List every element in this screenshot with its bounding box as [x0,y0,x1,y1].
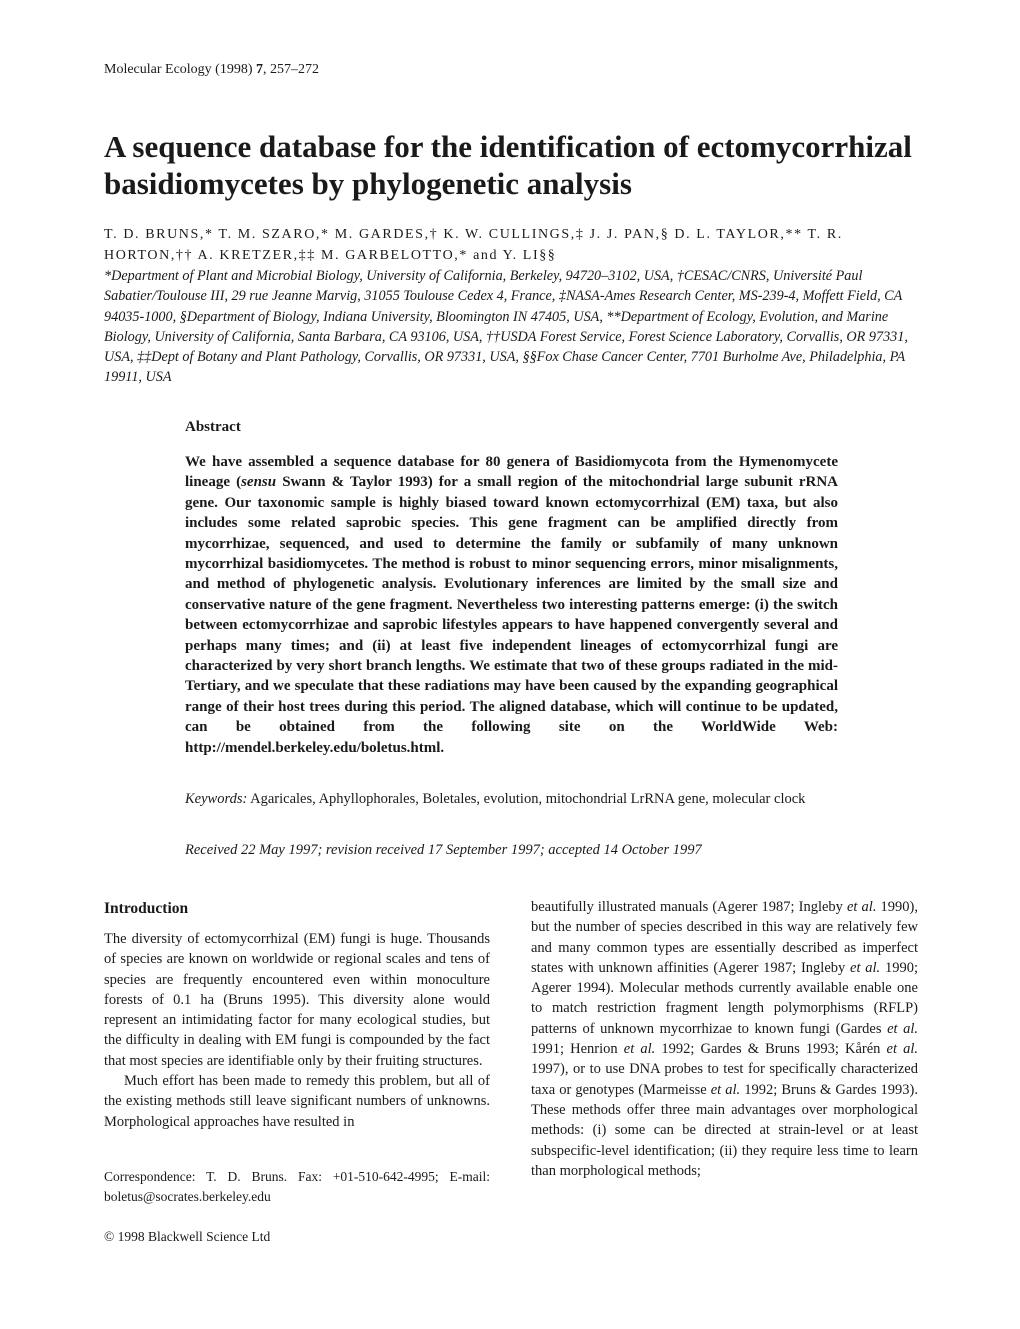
keywords-text: Agaricales, Aphyllophorales, Boletales, evolution, mitochondrial LrRNA gene, molecular clock [247,791,806,807]
journal-pages: , 257–272 [263,62,320,77]
intro-paragraph-1: The diversity of ectomycorrhizal (EM) fungi is huge. Thousands of species are known on worldwide or regional scales and tens of species are frequently encountered even within monoculture forests of 0.1 ha (Bruns 1995). This diversity alone would represent an intimidating factor for many ecological studies, but the difficulty in dealing with EM fungi is compounded by the fact that most species are identifiable only by their fruiting structures. [104,931,490,1069]
keywords [185,789,838,809]
received-dates: Received 22 May 1997; revision received 17 September 1997; accepted 14 October 1997 [185,842,702,858]
abstract-text: We have assembled a sequence database for 80 genera of Basidiomycota from the Hymenomycete lineage (sensu Swann & Taylor 1993) for a small region of the mitochondrial large subunit rRNA gene. Our taxonomic sample is highly biased toward known ectomycorrhizal (EM) taxa, but also includes some related saprobic species. This gene fragment can be amplified directly from mycorrhizae, sequenced, and used to determine the family or subfamily of many unknown mycorrhizal basidiomycetes. The method is robust to minor sequencing errors, minor misalignments, and method of phylogenetic analysis. Evolutionary inferences are limited by the small size and conservative nature of the gene fragment. Nevertheless two interesting patterns emerge: (i) the switch between ectomycorrhizae and saprobic lifestyles appears to have happened convergently several and perhaps many times; and (ii) at least five independent lineages of ectomycorrhizal fungi are characterized by very short branch lengths. We estimate that two of these groups radiated in the mid-Tertiary, and we speculate that these radiations may have been caused by the expanding geographical range of their host trees during this period. The aligned database, which will continue to be updated, can be obtained from the following site on the WorldWide Web: http://mendel.berkeley.edu/boletus.html. [185,454,838,756]
article-title: A sequence database for the identification of ectomycorrhizal basidiomycetes by phylogenetic analysis [104,129,912,201]
copyright-notice: © 1998 Blackwell Science Ltd [104,1229,271,1244]
sensu-italic: sensu [241,474,277,491]
introduction-heading: Introduction [104,900,189,917]
correspondence-footnote: Correspondence: T. D. Bruns. Fax: +01-510-642-4995; E-mail: boletus@socrates.berkeley.edu [104,1169,490,1204]
intro-paragraph-2: Much effort has been made to remedy this problem, but all of the existing methods still leave significant numbers of unknowns. Morphological approaches have resulted in [104,1073,490,1130]
author-list: T. D. BRUNS,* T. M. SZARO,* M. GARDES,† K. W. CULLINGS,‡ J. J. PAN,§ D. L. TAYLOR,** T. R. HORTON,†† A. KRETZER,‡‡ M. GARBELOTTO,* and Y. LI§§ [104,227,843,263]
introduction-column-1 [104,929,490,1132]
keywords-label: Keywords: [185,791,248,807]
journal-volume: 7 [256,62,264,77]
abstract-heading: Abstract [185,419,241,435]
journal-citation [104,62,319,78]
affiliations: *Department of Plant and Microbial Biology, University of California, Berkeley, 94720–3102, USA, †CESAC/CNRS, Université Paul Sabatier/Toulouse III, 29 rue Jeanne Marvig, 31055 Toulouse Cedex 4, France, ‡NASA-Ames Research Center, MS-239-4, Moffett Field, CA 94035-1000, §Department of Biology, Indiana University, Bloomington IN 47405, USA, **Department of Ecology, Evolution, and Marine Biology, University of California, Santa Barbara, CA 93106, USA, ††USDA Forest Service, Forest Science Laboratory, Corvallis, OR 97331, USA, ‡‡Dept of Botany and Plant Pathology, Corvallis, OR 97331, USA, §§Fox Chase Cancer Center, 7701 Burholme Ave, Philadelphia, PA 19911, USA [104,268,908,386]
introduction-column-2 [531,897,918,1181]
col2-paragraph: beautifully illustrated manuals (Agerer 1987; Ingleby et al. 1990), but the number of species described in this way are relatively few and many common types are essentially described as imperfect states with unknown affinities (Agerer 1987; Ingleby et al. 1990; Agerer 1994). Molecular methods currently available enable one to match restriction fragment length polymorphisms (RFLP) patterns of unknown mycorrhizae to known fungi (Gardes et al. 1991; Henrion et al. 1992; Gardes & Bruns 1993; Kårén et al. 1997), or to use DNA probes to test for specifically characterized taxa or genotypes (Marmeisse et al. 1992; Bruns & Gardes 1993). These methods offer three main advantages over morphological methods: (i) some can be directed at strain-level or at least subspecific-level identification; (ii) they require less time to learn than morphological methods; [531,899,919,1179]
journal-name: Molecular Ecology (1998) [104,62,253,77]
